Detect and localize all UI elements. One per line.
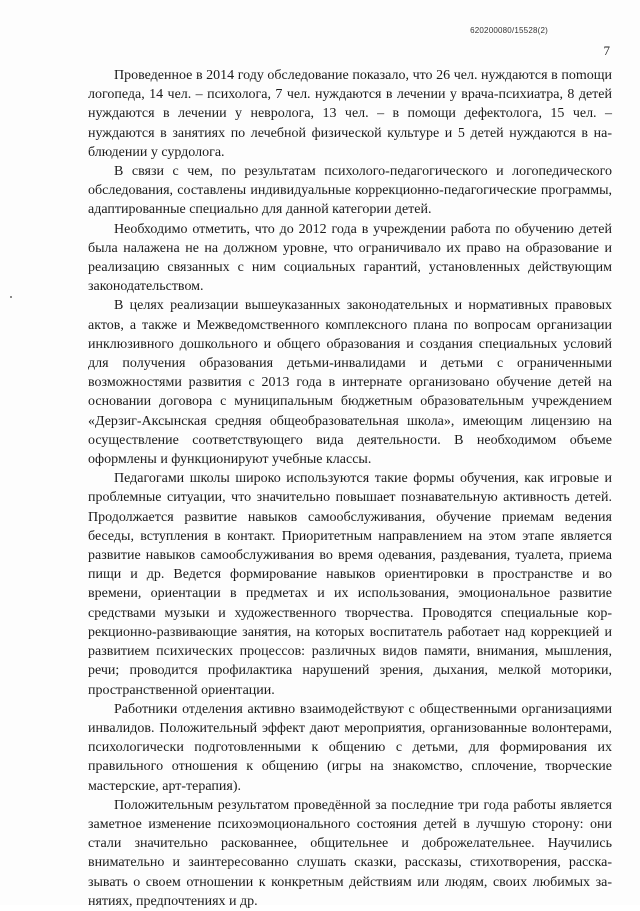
page-number: 7: [603, 43, 610, 58]
paragraph-survey: Проведенное в 2014 году обследование показало, что 26 чел. нуждаются в поmощи логопеда, 14 чел. – психолога, 7 чел. нуждаются в лечении у врача-психиатра, 8 детей нуждаются в лечении у невролога, 13 чел. – в помощи дефектолога, 15 чел. – нуждаются в занятиях по лечебной физической культуре и 5 детей нуждаются в наблюдении у сурдолога.: [88, 68, 612, 160]
paragraph-volunteers: Работники отделения активно взаимодействуют с общественными организациями инвалидов. Положительный эффект дают мероприятия, организованные волонтерами, психологически подготовленными к общению с детьми, для формирования их правильного отношения к общению (игры на знакомство, сплочение, творческие мастерские, арт-терапия).: [88, 701, 612, 794]
paragraph-programs: В связи с чем, по результатам психолого-педагогического и логопедического обследования, составлены индивидуальные коррекционно-педагогические программы, адаптированные специально для данной категории детей.: [88, 164, 612, 218]
document-id: 620200080/15528(2): [470, 26, 548, 35]
document-body: [88, 66, 612, 911]
paragraph-inclusive-education: В целях реализации вышеуказанных законодательных и нормативных правовых актов, а также и Межведомственного комплексного плана по вопросам организации инклюзивного дошкольного и общего образования и создания специальных условий для получения образования детьми-инвалидами и детьми с ограниченными возможностями развития с 2013 года в интернате организовано обучение детей на основании договора с муниципальным бюджетным образовательным учреждением «Дерзиг-Аксынская средняя общеобразовательная школа», имеющим лицензию на осуществление соответствующего вида деятельности. В необходимом объеме оформлены и функционируют учебные классы.: [88, 298, 612, 468]
paragraph-results: Положительным результатом проведённой за последние три года работы является заметное изменение психоэмоционального состояния детей в лучшую сторону: они стали значительно раскованнее, общительнее и доброжелательнее. Научились внимательно и заинтересованно слушать сказки, рассказы, стихотворения, рассказывать о своем отношении к конкретным действиям или людям, своих любимых занятиях, предпочтениях и др.: [88, 797, 612, 909]
paragraph-teaching-forms: Педагогами школы широко используются такие формы обучения, как игровые и проблемные ситуации, что значительно повышает познавательную активность детей. Продолжается развитие навыков самообслуживания, обучение приемам ведения беседы, вступления в контакт. Приоритетным направлением на этом этапе является развитие навыков самообслуживания во время одевания, раздевания, туалета, приема пищи и др. Ведется формирование навыков ориентировки в пространстве и во времени, ориентации в предметах и их использования, эмоциональное развитие средствами музыки и художественного творчества. Проводятся специальные коррекционно-развивающие занятия, на которых воспитатель работает над коррекцией и развитием психических процессов: различных видов памяти, внимания, мышления, речи; проводится профилактика нарушений зрения, дыхания, мелкой моторики, пространственной ориентации.: [88, 471, 612, 698]
margin-mark: [10, 296, 12, 298]
paragraph-before-2012: Необходимо отметить, что до 2012 года в учреждении работа по обучению детей была налажена не на должном уровне, что ограничивало их право на образование и реализацию связанных с ним социальных гарантий, установленных действующим законодательством.: [88, 221, 612, 295]
